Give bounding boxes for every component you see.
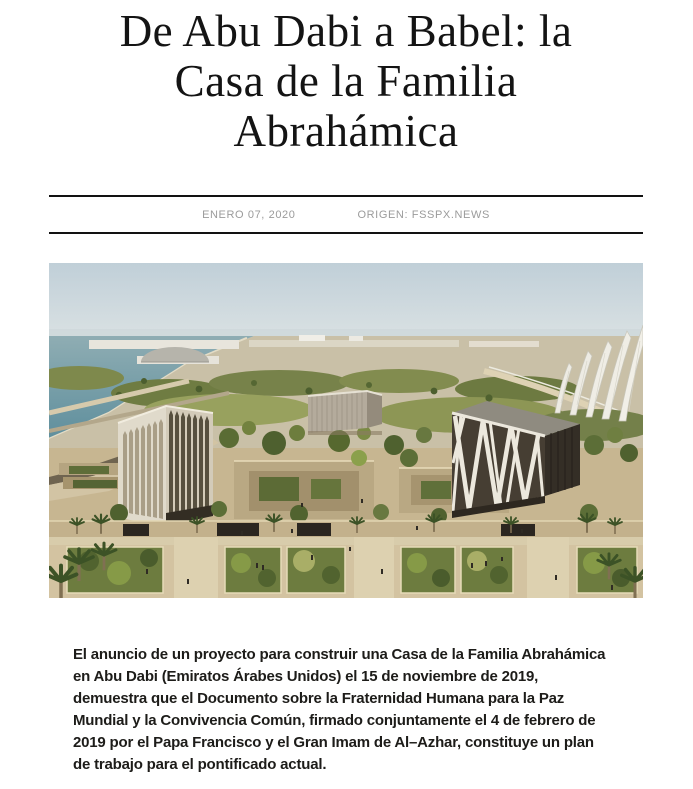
article-origin: ORIGEN: FSSPX.NEWS <box>357 208 490 221</box>
article-meta-bar <box>49 195 643 234</box>
hero-image <box>49 263 643 598</box>
article-date: ENERO 07, 2020 <box>202 208 296 221</box>
hero-image-render <box>49 263 643 598</box>
article-content <box>49 0 643 776</box>
lede-paragraph: El anuncio de un proyecto para construir una Casa de la Familia Abrahámica en Abu Dabi (Emiratos Árabes Unidos) el 15 de noviembre de 2019, demuestra que el Documento sobre la Fraternidad Humana para la Paz Mundial y la Convivencia Común, firmado conjuntamente el 4 de febrero de 2019 por el Papa Francisco y el Gran Imam de Al–Azhar, constituye un plan de trabajo para el pontificado actual. <box>73 646 606 773</box>
article-title: De Abu Dabi a Babel: la Casa de la Familia Abrahámica <box>119 6 573 156</box>
